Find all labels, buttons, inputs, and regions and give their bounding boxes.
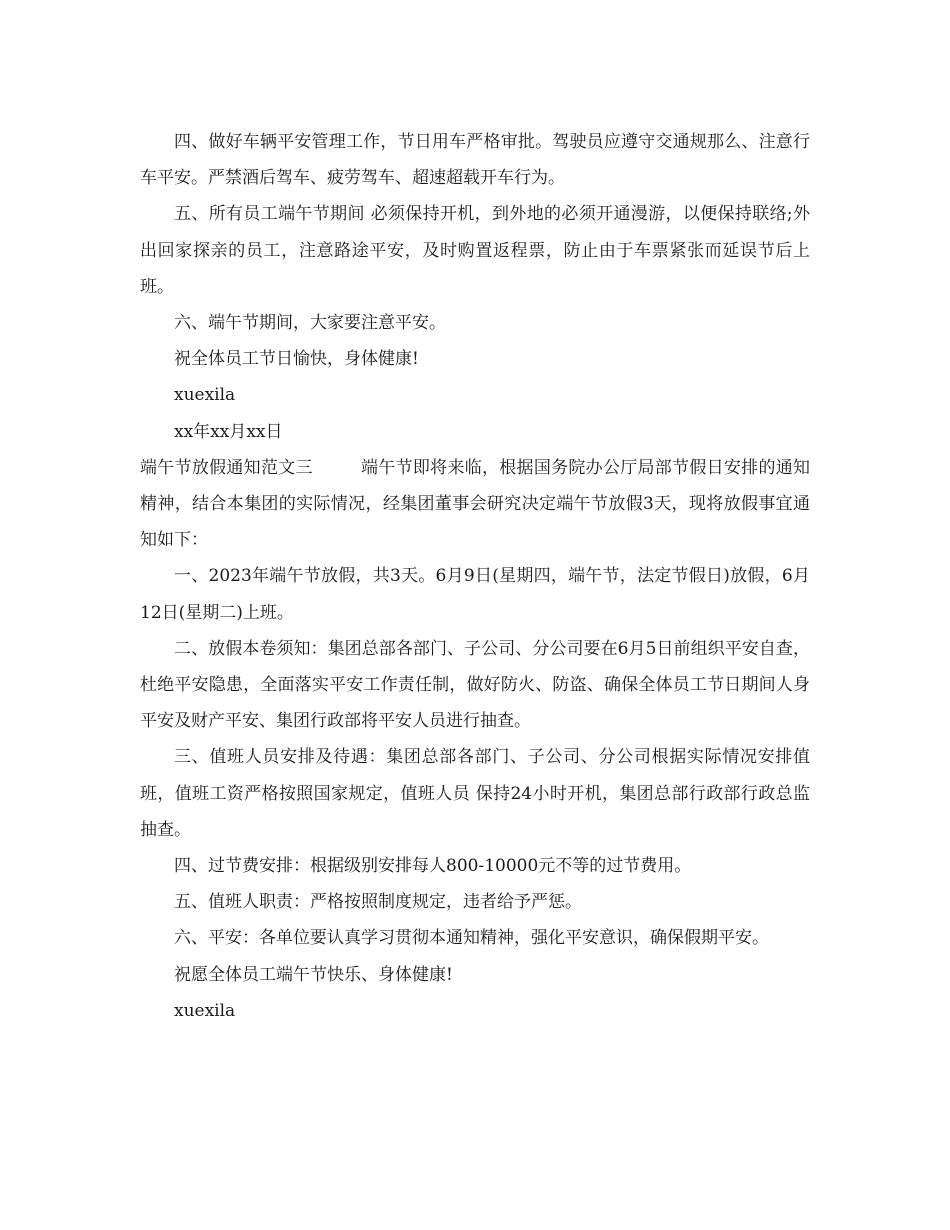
paragraph-date: xx年xx月xx日 [174, 421, 283, 442]
item-holiday-notice: 二、放假本卷须知：集团总部各部门、子公司、分公司要在6月5日前组织平安自查，杜绝平安隐患，全面落实平安工作责任制，做好防火、防盗、确保全体员工节日期间人身平安及财产平安、集团行政部将平安人员进行抽查。 [140, 638, 810, 732]
item-safety: 六、平安：各单位要认真学习贯彻本通知精神，强化平安意识，确保假期平安。 [174, 928, 769, 949]
closing-signature: xuexila [174, 1000, 236, 1021]
item-duty-arrangement: 三、值班人员安排及待遇：集团总部各部门、子公司、分公司根据实际情况安排值班，值班工资严格按照国家规定，值班人员 保持24小时开机，集团总部行政部行政总监 抽查。 [140, 747, 810, 840]
item-holiday-allowance: 四、过节费安排：根据级别安排每人800-10000元不等的过节费用。 [174, 856, 692, 877]
paragraph-safety-reminder: 六、端午节期间，大家要注意平安。 [174, 313, 446, 334]
paragraph-greeting: 祝全体员工节日愉快，身体健康! [174, 349, 419, 370]
item-holiday-dates: 一、2023年端午节放假，共3天。6月9日(星期四，端午节，法定节假日)放假，6月12日(星期二)上班。 [140, 566, 810, 623]
closing-greeting: 祝愿全体员工端午节快乐、身体健康! [174, 964, 453, 985]
paragraph-phone-contact: 五、所有员工端午节期间 必须保持开机，到外地的必须开通漫游，以便保持联络;外出回家探亲的员工，注意路途平安，及时购置返程票，防止由于车票紧张而延误节后上班。 [140, 204, 810, 297]
section-intro-text: 端午节即将来临，根据国务院办公厅局部节假日安排的通知精神，结合本集团的实际情况，经集团董事会研究决定端午节放假3天，现将放假事宜通知如下： [140, 457, 811, 551]
section-title: 端午节放假通知范文三 [140, 457, 313, 478]
paragraph-vehicle-safety: 四、做好车辆平安管理工作，节日用车严格审批。驾驶员应遵守交通规那么、注意行车平安。严禁酒后驾车、疲劳驾车、超速超载开车行为。 [140, 132, 810, 189]
item-duty-responsibility: 五、值班人职责：严格按照制度规定，违者给予严惩。 [174, 892, 582, 913]
section-three-intro [140, 450, 810, 559]
paragraph-signature: xuexila [174, 385, 236, 406]
